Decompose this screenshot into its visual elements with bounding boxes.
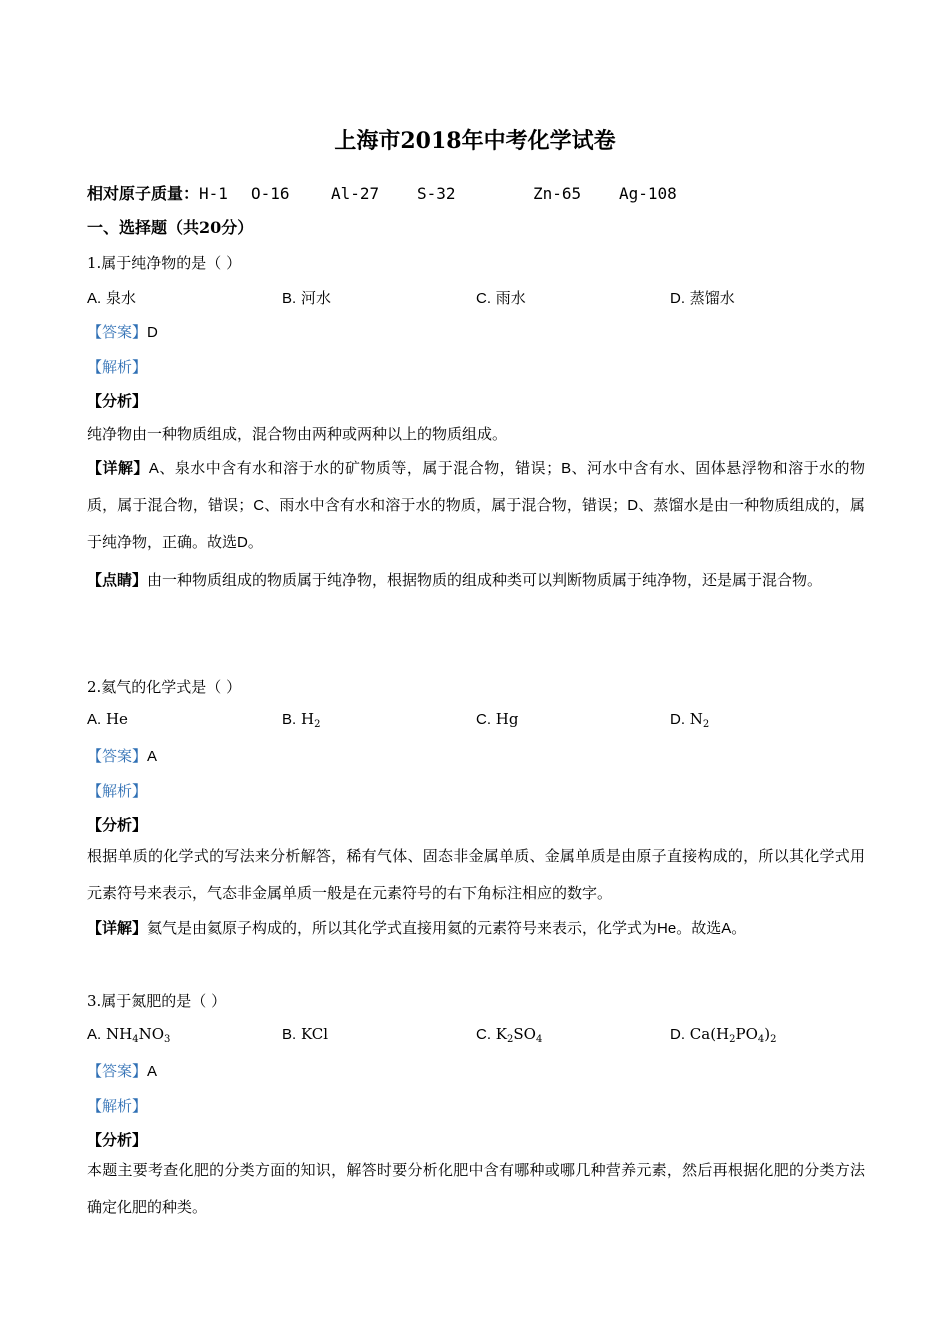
analysis-text: 根据单质的化学式的写法来分析解答，稀有气体、固态非金属单质、金属单质是由原子直接构成的，所以其化学式用元素符号来表示，气态非金属单质一般是在元素符号的右下角标注相应的数字。 — [87, 847, 865, 902]
question-stem: 3.属于氮肥的是（ ） — [87, 992, 227, 1010]
question-stem: 1.属于纯净物的是（ ） — [87, 254, 242, 272]
answer-line: 【答案】D — [87, 323, 158, 341]
atomic-mass-value: S-32 — [417, 184, 456, 203]
section-title: 一、选择题（共20分） — [87, 218, 254, 237]
option-a: A. $NH_4NO_3$ — [87, 1025, 171, 1045]
option-a: A. 泉水 — [87, 289, 136, 307]
analysis-heading: 【分析】 — [87, 392, 148, 410]
atomic-mass-label: 相对原子质量： — [87, 184, 200, 203]
atomic-mass-value: H-1 — [199, 184, 228, 203]
option-d: D. $Ca(H_2PO_4)_2$ — [670, 1025, 777, 1045]
option-a: A. He — [87, 710, 128, 728]
answer-line: 【答案】A — [87, 1062, 158, 1080]
comment-paragraph: 【点睛】由一种物质组成的物质属于纯净物，根据物质的组成种类可以判断物质属于纯净物，还是属于混合物。 — [87, 571, 823, 589]
option-c: C. $K_2SO_4$ — [476, 1025, 543, 1045]
option-c: C. Hg — [476, 710, 519, 728]
option-c: C. 雨水 — [476, 289, 526, 307]
atomic-mass-value: Ag-108 — [619, 184, 677, 203]
option-b: B. $H_2$ — [282, 710, 321, 730]
analysis-heading: 【分析】 — [87, 816, 148, 834]
analysis-heading: 【分析】 — [87, 1131, 148, 1149]
atomic-mass-line — [87, 181, 677, 204]
answer-line: 【答案】A — [87, 747, 158, 765]
atomic-mass-value: O-16 — [251, 184, 290, 203]
detail-paragraph: 【详解】A、泉水中含有水和溶于水的矿物质等，属于混合物，错误；B、河水中含有水、固体悬浮物和溶于水的物质，属于混合物，错误；C、雨水中含有水和溶于水的物质，属于混合物，错误；D、蒸馏水是由一种物质组成的，属于纯净物，正确。故选D。 — [87, 459, 865, 551]
atomic-mass-value: Al-27 — [331, 184, 380, 203]
option-b: B. KCl — [282, 1025, 329, 1043]
explain-heading: 【解析】 — [87, 358, 148, 376]
option-d: D. 蒸馏水 — [670, 289, 735, 307]
option-b: B. 河水 — [282, 289, 331, 307]
page-title: 上海市2018年中考化学试卷 — [334, 128, 616, 154]
analysis-text: 本题主要考查化肥的分类方面的知识，解答时要分析化肥中含有哪种或哪几种营养元素，然后再根据化肥的分类方法确定化肥的种类。 — [87, 1161, 865, 1216]
atomic-mass-value: Zn-65 — [533, 184, 582, 203]
explain-heading: 【解析】 — [87, 782, 148, 800]
question-stem: 2.氦气的化学式是（ ） — [87, 678, 242, 696]
explain-heading: 【解析】 — [87, 1097, 148, 1115]
detail-paragraph: 【详解】氦气是由氦原子构成的，所以其化学式直接用氦的元素符号来表示，化学式为He。故选A。 — [87, 919, 747, 937]
analysis-text: 纯净物由一种物质组成，混合物由两种或两种以上的物质组成。 — [87, 425, 508, 443]
option-d: D. $N_2$ — [670, 710, 710, 730]
